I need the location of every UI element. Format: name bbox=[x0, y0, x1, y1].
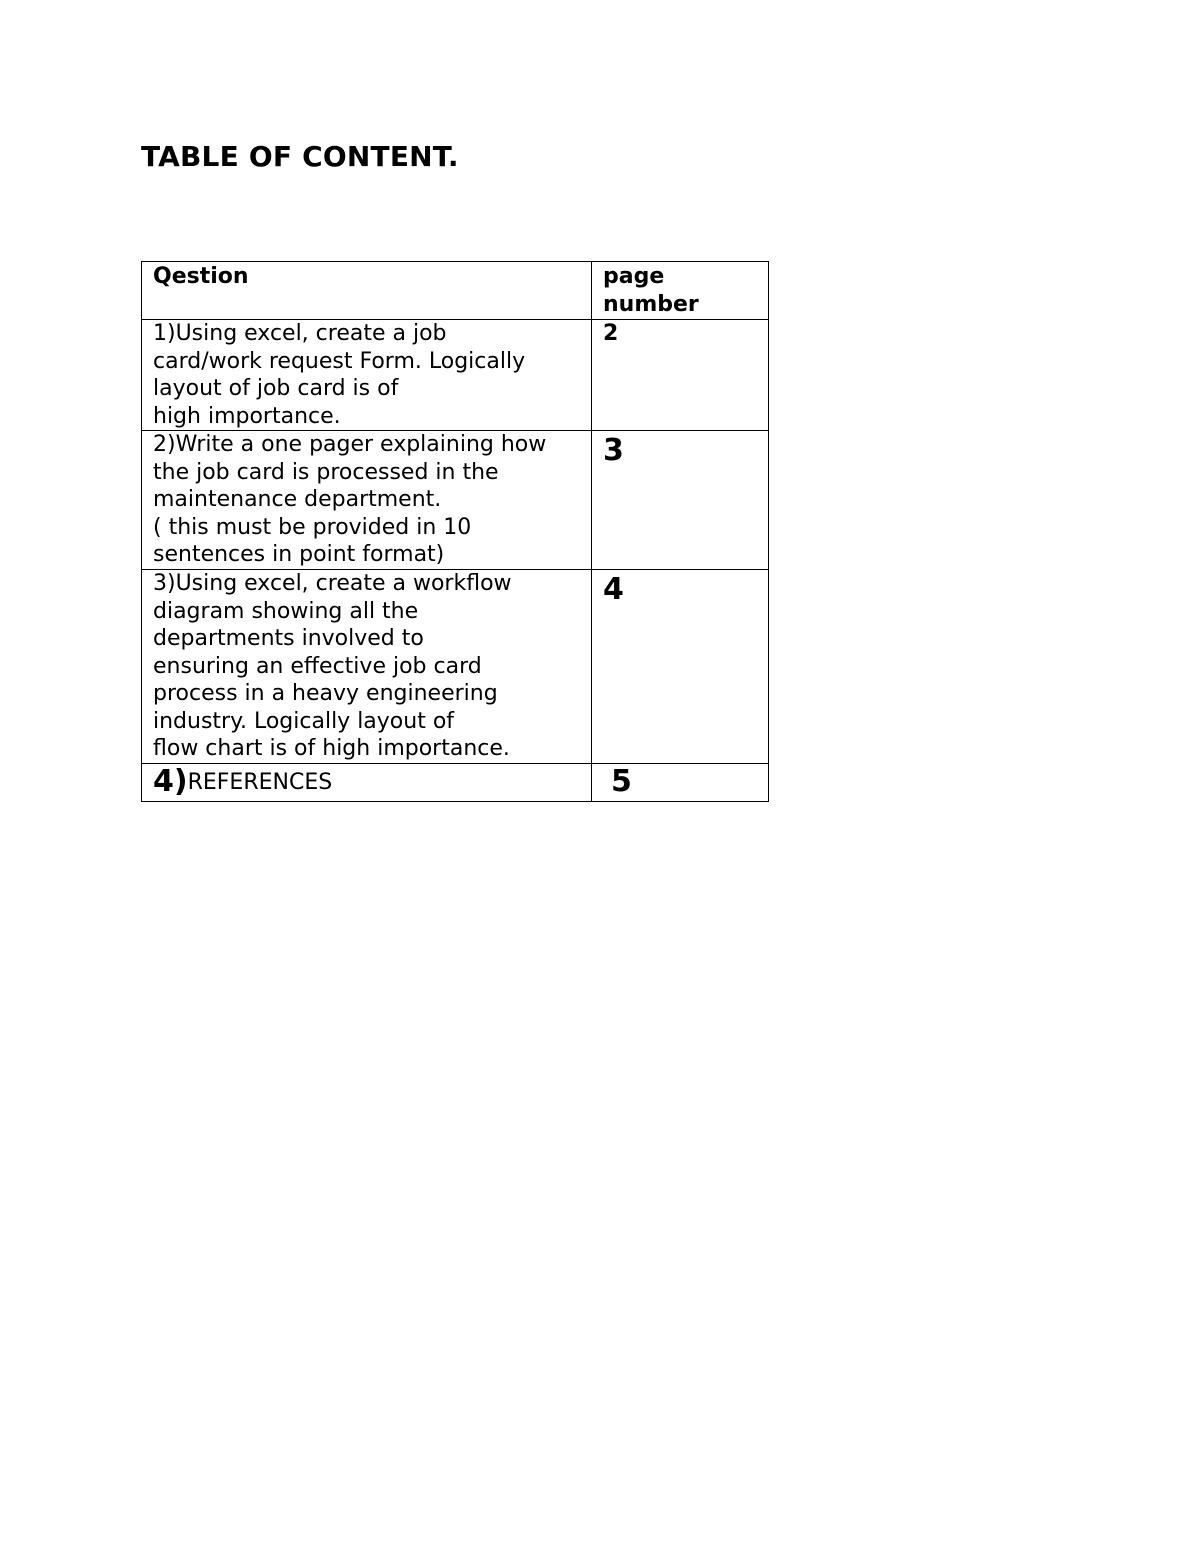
page-number: 3 bbox=[603, 433, 624, 468]
question-text: 2)Write a one pager explaining how the job card is processed in the maintenance department. ( this must be provided in 10 sentences in point format) bbox=[153, 432, 547, 567]
page-cell bbox=[592, 570, 769, 764]
page-cell bbox=[592, 320, 769, 431]
page-number: 2 bbox=[603, 321, 619, 346]
question-cell bbox=[142, 320, 592, 431]
question-cell bbox=[142, 570, 592, 764]
table-header-row bbox=[142, 262, 769, 320]
header-page-label: page number bbox=[603, 264, 699, 317]
references-number: 4) bbox=[153, 764, 188, 799]
header-question: Qestion bbox=[142, 262, 592, 320]
question-cell bbox=[142, 764, 592, 802]
page-number: 4 bbox=[603, 572, 624, 607]
table-of-contents bbox=[141, 261, 769, 802]
header-page-number bbox=[592, 262, 769, 320]
table-row bbox=[142, 764, 769, 802]
page-cell bbox=[592, 764, 769, 802]
question-cell bbox=[142, 431, 592, 570]
references-label: REFERENCES bbox=[187, 770, 333, 795]
table-row bbox=[142, 320, 769, 431]
question-text: 1)Using excel, create a job card/work request Form. Logically layout of job card is of high importance. bbox=[153, 321, 526, 429]
table-row bbox=[142, 570, 769, 764]
question-text: 3)Using excel, create a workflow diagram showing all the departments involved to ensuring an effective job card process in a heavy engineering industry. Logically layout of flow chart is of high importance. bbox=[153, 571, 512, 761]
table-row bbox=[142, 431, 769, 570]
page-cell bbox=[592, 431, 769, 570]
page-title: TABLE OF CONTENT. bbox=[141, 140, 459, 173]
page-number: 5 bbox=[611, 764, 632, 799]
